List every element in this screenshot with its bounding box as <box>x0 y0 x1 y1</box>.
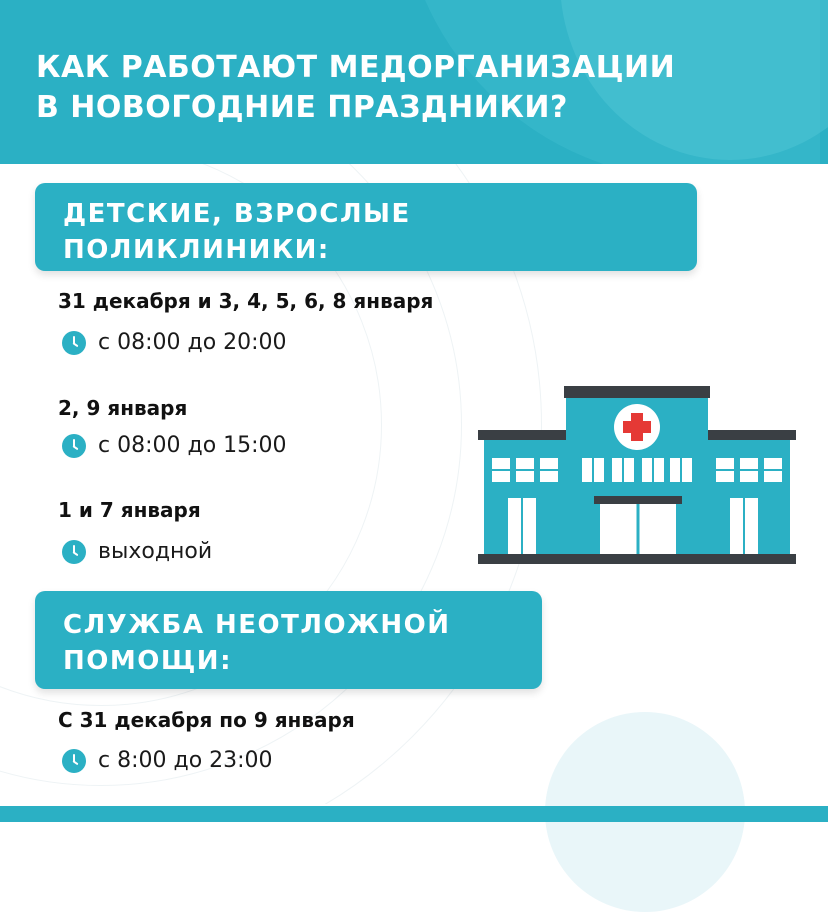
schedule-date: 1 и 7 января <box>58 498 201 522</box>
header <box>0 0 828 164</box>
clock-icon <box>62 434 86 458</box>
schedule-hours-row <box>62 539 212 564</box>
page-title <box>36 48 675 128</box>
schedule-hours: с 08:00 до 15:00 <box>98 433 287 458</box>
schedule-hours-row <box>62 748 273 773</box>
schedule-hours: с 08:00 до 20:00 <box>98 330 287 355</box>
emergency-title-line: ПОМОЩИ: <box>63 646 232 676</box>
schedule-hours-row <box>62 433 287 458</box>
hospital-building-icon <box>478 384 796 566</box>
clock-icon <box>62 540 86 564</box>
schedule-date: 2, 9 января <box>58 396 188 420</box>
page-title-line: КАК РАБОТАЮТ МЕДОРГАНИЗАЦИИ <box>36 50 676 85</box>
clinics-title <box>35 183 697 268</box>
clinics-title-line: ДЕТСКИЕ, ВЗРОСЛЫЕ <box>63 199 411 229</box>
schedule-date: 31 декабря и 3, 4, 5, 6, 8 января <box>58 289 434 313</box>
clinics-banner <box>35 183 697 271</box>
page-title-line: В НОВОГОДНИЕ ПРАЗДНИКИ? <box>36 90 568 125</box>
emergency-title <box>35 591 542 679</box>
schedule-hours: с 8:00 до 23:00 <box>98 748 273 773</box>
clock-icon <box>62 749 86 773</box>
emergency-title-line: СЛУЖБА НЕОТЛОЖНОЙ <box>63 610 451 640</box>
clock-icon <box>62 331 86 355</box>
schedule-hours: выходной <box>98 539 213 564</box>
schedule-hours-row <box>62 330 287 355</box>
schedule-date: С 31 декабря по 9 января <box>58 708 355 732</box>
emergency-banner <box>35 591 542 689</box>
bottom-bar <box>0 806 828 822</box>
clinics-title-line: ПОЛИКЛИНИКИ: <box>63 235 330 265</box>
